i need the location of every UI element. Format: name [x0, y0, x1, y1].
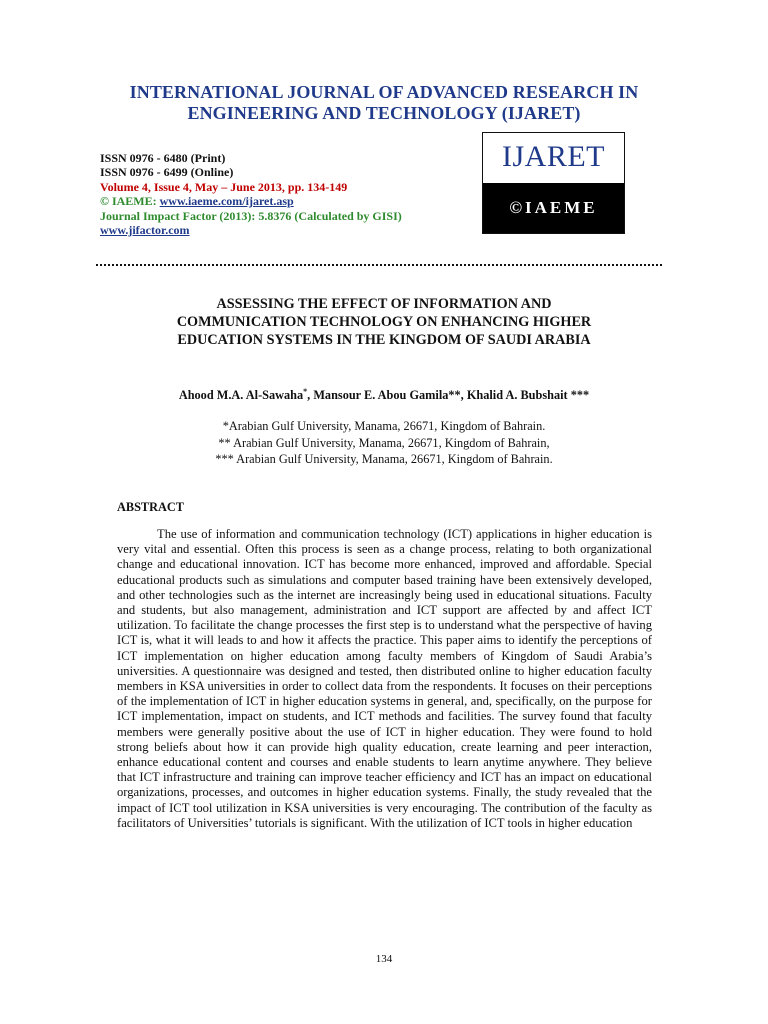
- affiliation-2: ** Arabian Gulf University, Manama, 26671, Kingdom of Bahrain,: [218, 435, 550, 450]
- paper-title-line-3: EDUCATION SYSTEMS IN THE KINGDOM OF SAUDI ARABIA: [177, 332, 591, 348]
- author-list: [110, 384, 658, 403]
- paper-title: [110, 295, 658, 349]
- affiliation-3: *** Arabian Gulf University, Manama, 26671, Kingdom of Bahrain.: [215, 452, 553, 466]
- issn-print: ISSN 0976 - 6480 (Print): [100, 151, 226, 165]
- abstract-body: The use of information and communication technology (ICT) applications in higher education is very vital and essential. Often this process is seen as a change process, relating to both organizational change and educational innovation. ICT has become more enhanced, improved and affordable. Special educational products such as simulations and computer based training have been extensively developed, and other technologies such as the internet are increasingly being used in educational situations. Faculty and students, but also management, administration and ICT support are affected by and affect ICT utilization. To facilitate the change processes the first step is to understand what the perspective of having ICT is, what it will leads to and how it affects the practice. This paper aims to identify the perceptions of ICT implementation on higher education among faculty members of Kingdom of Saudi Arabia’s universities. A questionnaire was designed and tested, then distributed online to higher education faculty members in KSA universities in order to collect data from the respondents. It focuses on their perceptions of the implementation of ICT in higher education systems in general, and, specifically, on the purpose for ICT implementation, impact on students, and ICT methods and facilities. The survey found that faculty members were generally positive about the use of ICT in higher education. They were found to hold strong beliefs about how it can provide high quality education, create learning and peer interaction, enhance educational content and courses and enable students to learn anytime anywhere. They believe that ICT infrastructure and training can improve teacher efficiency and ICT has an impact on educational organizations, processes, and outcomes in higher education systems. Finally, the study revealed that the impact of ICT tool utilization in KSA universities is very encouraging. The contribution of the faculty as facilitators of Universities’ tutorials is significant. With the utilization of ICT tools in higher education: [117, 527, 652, 830]
- journal-logo: [482, 132, 625, 234]
- jifactor-line: [100, 223, 480, 237]
- journal-meta: [100, 151, 480, 237]
- header-divider: [96, 264, 662, 266]
- jifactor-link[interactable]: www.jifactor.com: [100, 223, 190, 238]
- affiliation-1: *Arabian Gulf University, Manama, 26671, Kingdom of Bahrain.: [222, 419, 546, 433]
- authors-rest: , Mansour E. Abou Gamila**, Khalid A. Bubshait ***: [307, 388, 590, 403]
- author-1-mark: *: [303, 387, 308, 396]
- iaeme-link[interactable]: www.iaeme.com/ijaret.asp: [159, 194, 294, 209]
- iaeme-line: [100, 194, 480, 208]
- journal-title: [100, 82, 668, 124]
- journal-title-line-1: INTERNATIONAL JOURNAL OF ADVANCED RESEARCH IN: [129, 82, 639, 102]
- issue-info: Volume 4, Issue 4, May – June 2013, pp. 134-149: [100, 179, 348, 194]
- iaeme-prefix: © IAEME:: [100, 194, 160, 209]
- author-1: Ahood M.A. Al-Sawaha: [178, 388, 304, 403]
- issn-online: ISSN 0976 - 6499 (Online): [100, 165, 234, 180]
- journal-title-line-2: ENGINEERING AND TECHNOLOGY (IJARET): [187, 103, 581, 123]
- affiliations: [110, 418, 658, 468]
- paper-title-line-1: ASSESSING THE EFFECT OF INFORMATION AND: [216, 296, 552, 312]
- logo-publisher: ©IAEME: [483, 183, 624, 233]
- logo-name: IJARET: [502, 140, 605, 173]
- impact-factor: Journal Impact Factor (2013): 5.8376 (Calculated by GISI): [100, 208, 402, 223]
- page-number: 134: [375, 953, 393, 965]
- paper-title-line-2: COMMUNICATION TECHNOLOGY ON ENHANCING HIGHER: [176, 314, 592, 330]
- abstract-heading: ABSTRACT: [117, 500, 184, 514]
